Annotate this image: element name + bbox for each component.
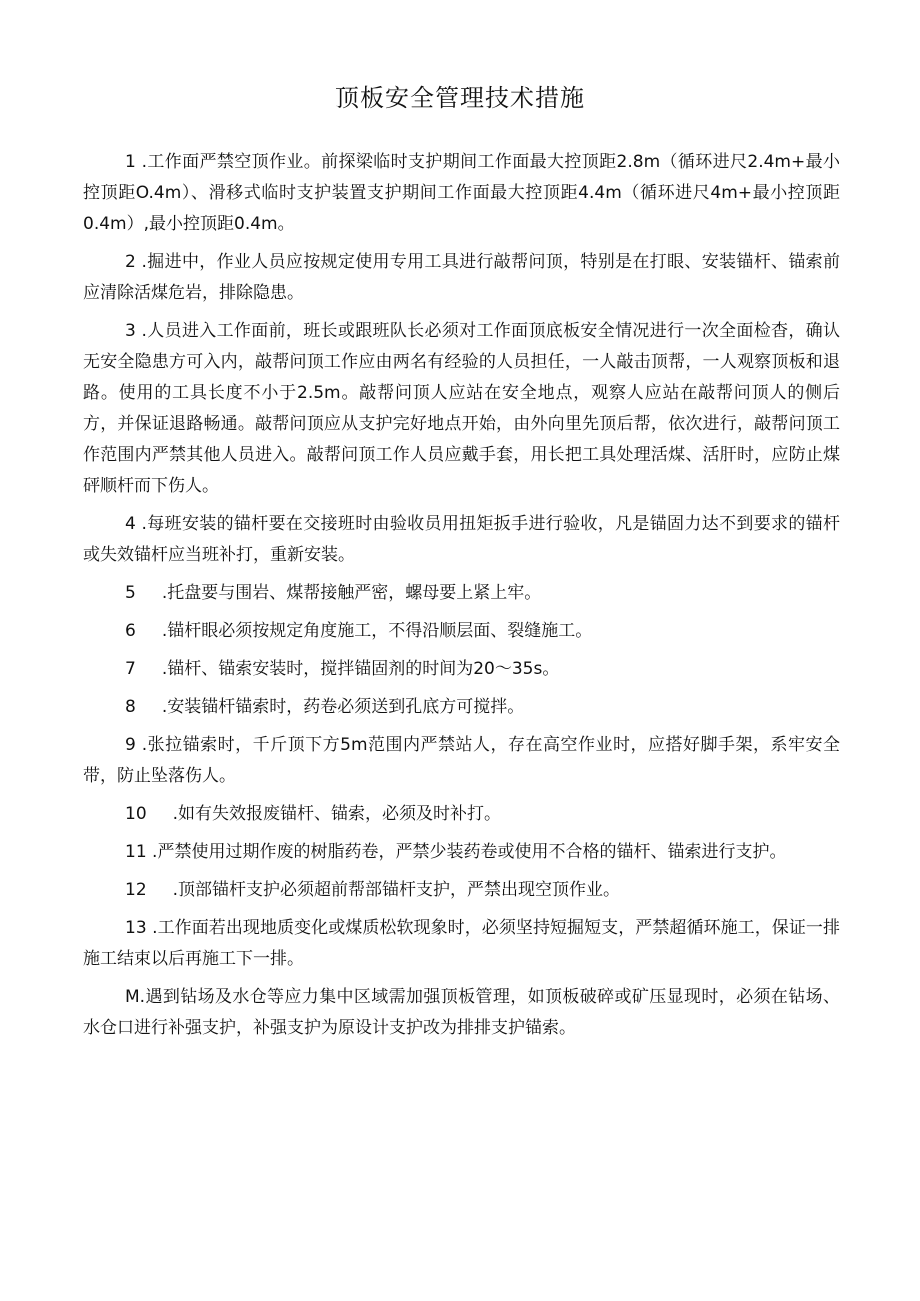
item-number: 2	[125, 252, 136, 272]
list-item-13	[83, 913, 840, 975]
document-title: 顶板安全管理技术措施	[335, 84, 585, 112]
list-item-9	[83, 730, 840, 792]
list-item-3	[83, 316, 840, 502]
item-number: 1	[125, 152, 136, 172]
list-item-6	[83, 616, 840, 647]
list-item-4	[83, 509, 840, 571]
item-number: 5	[125, 583, 136, 603]
item-text: .人员进入工作面前，班长或跟班队长必须对工作面顶底板安全情况进行一次全面检杳，确认无安全隐患方可入内，敲帮问顶工作应由两名有经验的人员担任，一人敲击顶帮，一人观察顶板和退路。使用的工具长度不小于2.5m。敲帮问顶人应站在安全地点，观察人应站在敲帮问顶人的侧后方，并保证退路畅通。敲帮问顶应从支护完好地点开始，由外向里先顶后帮，依次进行，敲帮问顶工作范围内严禁其他人员进入。敲帮问顶工作人员应戴手套，用长把工具处理活煤、活肝时，应防止煤砰顺杆而下伤人。	[83, 321, 840, 496]
item-text: 遇到钻场及水仓等应力集中区域需加强顶板管理，如顶板破碎或矿压显现时，必须在钻场、水仓口进行补强支护，补强支护为原设计支护改为排排支护锚索。	[83, 987, 840, 1038]
document-body	[83, 147, 840, 1051]
list-item-2	[83, 247, 840, 309]
item-number: 11	[125, 842, 147, 862]
item-text: .锚杆、锚索安装时，搅拌锚固剂的时间为20〜35s。	[161, 659, 560, 679]
list-item-10	[83, 799, 840, 830]
item-text: .顶部锚杆支护必须超前帮部锚杆支护，严禁出现空顶作业。	[172, 880, 621, 900]
list-item-11	[83, 837, 840, 868]
item-text: .安装锚杆锚索时，药卷必须送到孔底方可搅拌。	[161, 697, 525, 717]
item-number: 12	[125, 880, 147, 900]
item-text: .严禁使用过期作废的树脂药卷，严禁少装药卷或使用不合格的锚杆、锚索进行支护。	[146, 842, 787, 862]
item-text: .锚杆眼必须按规定角度施工，不得沿顺层面、裂缝施工。	[161, 621, 593, 641]
item-number: 7	[125, 659, 136, 679]
list-item-7	[83, 654, 840, 685]
item-number: 6	[125, 621, 136, 641]
item-number: 13	[125, 918, 147, 938]
item-number: 8	[125, 697, 136, 717]
item-text: .张拉锚索时，千斤顶下方5m范围内严禁站人，存在高空作业时，应搭好脚手架，系牢安全带，防止坠落伤人。	[83, 735, 840, 786]
item-text: .工作面严禁空顶作业。前探梁临时支护期间工作面最大控顶距2.8m（循环进尺2.4m+最小控顶距O.4m）、滑移式临时支护装置支护期间工作面最大控顶距4.4m（循环进尺4m+最小控顶距0.4m）,最小控顶距0.4m。	[83, 152, 840, 234]
item-number: 3	[125, 321, 136, 341]
list-item-5	[83, 578, 840, 609]
item-text: .工作面若出现地质变化或煤质松软现象时，必须坚持短掘短支，严禁超循环施工，保证一排施工结束以后再施工下一排。	[83, 918, 840, 969]
item-text: .如有失效报废锚杆、锚索，必须及时补打。	[172, 804, 502, 824]
list-item-14	[83, 982, 840, 1044]
list-item-8	[83, 692, 840, 723]
list-item-12	[83, 875, 840, 906]
item-number: 4	[125, 514, 136, 534]
item-number: 10	[125, 804, 147, 824]
item-text: .托盘要与围岩、煤帮接触严密，螺母要上紧上牢。	[161, 583, 542, 603]
item-text: .掘进中，作业人员应按规定使用专用工具进行敲帮问顶，特别是在打眼、安装锚杆、锚索前应清除活煤危岩，排除隐患。	[83, 252, 840, 303]
item-number: 9	[125, 735, 136, 755]
list-item-1	[83, 147, 840, 240]
item-text: .每班安装的锚杆要在交接班时由验收员用扭矩扳手进行验收，凡是锚固力达不到要求的锚杆或失效锚杆应当班补打，重新安装。	[83, 514, 840, 565]
item-number: M.	[125, 987, 146, 1007]
